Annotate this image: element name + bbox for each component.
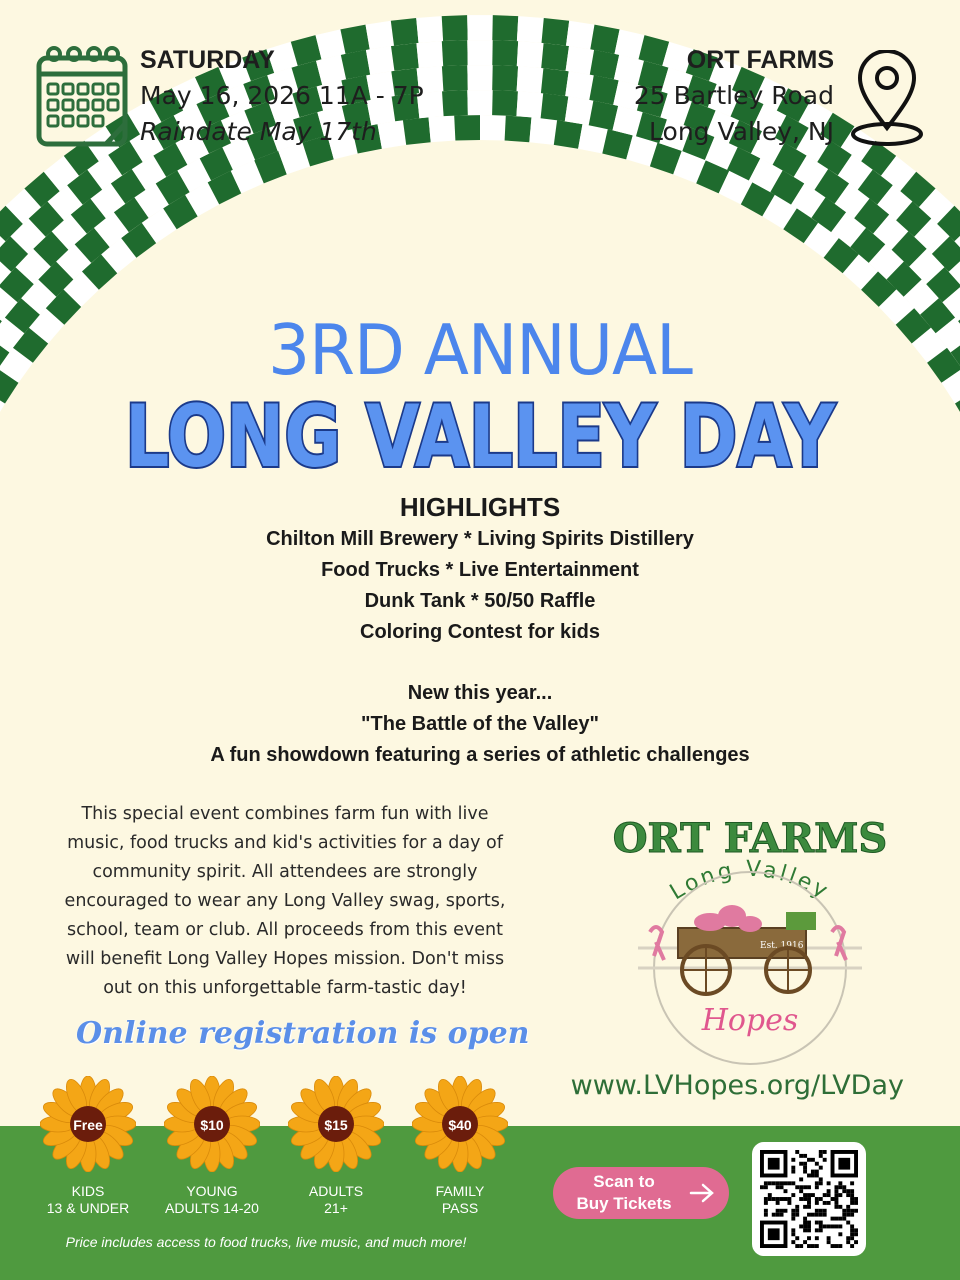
description-line: This special event combines farm fun with live xyxy=(81,804,489,824)
venue-street: 25 Bartley Road xyxy=(633,81,834,110)
highlight-item: Chilton Mill Brewery * Living Spirits Distillery xyxy=(266,528,694,550)
event-day: SATURDAY xyxy=(140,46,275,74)
highlight-item: Coloring Contest for kids xyxy=(360,621,600,643)
new-item: New this year... xyxy=(407,682,553,704)
tier-price: $40 xyxy=(448,1117,472,1133)
tier-label: YOUNG ADULTS 14-20 xyxy=(165,1183,259,1216)
scan-button-label: Scan to Buy Tickets xyxy=(576,1172,672,1213)
tier-price: Free xyxy=(73,1117,103,1133)
logo-name: ORT FARMS xyxy=(612,815,888,862)
venue-block xyxy=(634,42,834,150)
event-raindate: Raindate May 17th xyxy=(140,117,377,146)
title-annual: 3RD ANNUAL xyxy=(268,310,692,391)
calendar-icon xyxy=(36,44,128,148)
logo-arc-text: Long Valley xyxy=(665,856,835,906)
tier-price: $10 xyxy=(200,1117,224,1133)
sunflower-icon xyxy=(288,1076,384,1172)
sunflower-icon xyxy=(40,1076,136,1172)
tier-price: $15 xyxy=(324,1117,348,1133)
tier-label: ADULTS 21+ xyxy=(308,1183,364,1216)
sunflower-icon xyxy=(164,1076,260,1172)
description-line: community spirit. All attendees are strongly xyxy=(92,862,478,882)
highlights-heading: HIGHLIGHTS xyxy=(399,492,561,522)
registration-banner: Online registration is open xyxy=(76,1016,530,1051)
highlight-item: Food Trucks * Live Entertainment xyxy=(321,559,639,581)
logo-bottom-text: Hopes xyxy=(701,1003,799,1038)
logo-est: Est. 1916 xyxy=(760,941,804,951)
price-note: Price includes access to food trucks, live music, and much more! xyxy=(65,1234,467,1250)
title-main xyxy=(0,384,960,484)
new-item: "The Battle of the Valley" xyxy=(361,713,599,735)
scan-to-buy-button[interactable] xyxy=(553,1167,729,1219)
sunflower-icon xyxy=(412,1076,508,1172)
arrow-right-icon xyxy=(689,1183,715,1203)
description-line: music, food trucks and kid's activities for a day of xyxy=(67,833,503,853)
event-date-time: May 16, 2026 11A - 7P xyxy=(140,81,424,110)
tier-label: FAMILY PASS xyxy=(435,1183,485,1216)
qr-code-pattern xyxy=(760,1150,858,1248)
description-line: out on this unforgettable farm-tastic day! xyxy=(103,978,467,998)
highlights-section xyxy=(0,490,960,771)
website-link[interactable]: www.LVHopes.org/LVDay xyxy=(570,1070,904,1101)
description-line: school, team or club. All proceeds from this event xyxy=(67,920,503,940)
tier-label: KIDS 13 & UNDER xyxy=(46,1183,130,1216)
event-description xyxy=(40,800,530,1003)
qr-code[interactable] xyxy=(752,1142,866,1256)
title-main-text: LONG VALLEY DAY xyxy=(125,387,837,484)
description-line: will benefit Long Valley Hopes mission. Don't miss xyxy=(65,949,505,969)
highlight-item: Dunk Tank * 50/50 Raffle xyxy=(364,590,596,612)
description-line: encouraged to wear any Long Valley swag, sports, xyxy=(64,891,506,911)
venue-town: Long Valley, NJ xyxy=(649,117,834,146)
new-item: A fun showdown featuring a series of athletic challenges xyxy=(210,744,750,766)
venue-name: ORT FARMS xyxy=(686,46,834,74)
ort-farms-logo xyxy=(610,808,890,1078)
map-pin-icon xyxy=(848,50,926,148)
event-date-block xyxy=(140,42,424,150)
